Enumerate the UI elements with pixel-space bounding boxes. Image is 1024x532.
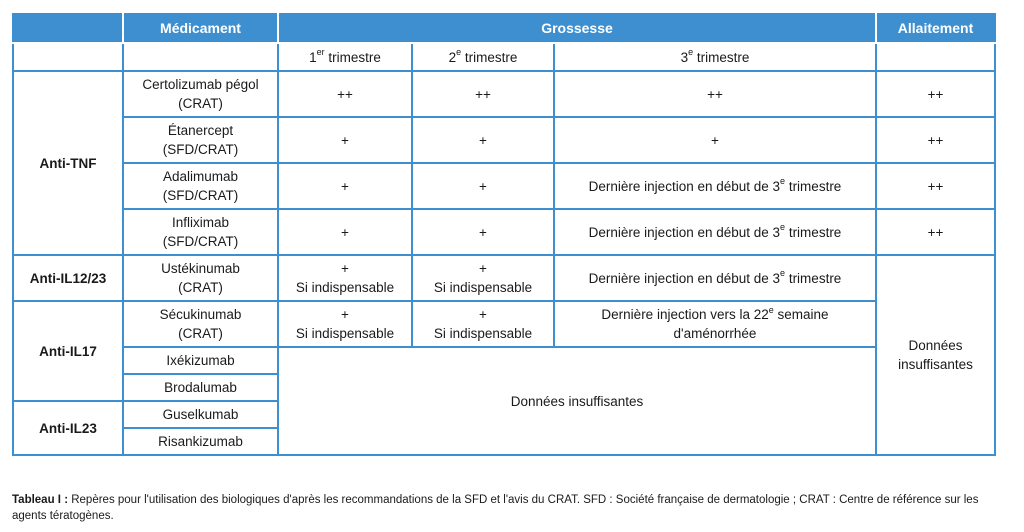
- drug-risankizumab: Risankizumab: [123, 428, 278, 455]
- drug-infliximab: Infliximab (SFD/CRAT): [123, 209, 278, 255]
- cell-t2: + Si indispensable: [412, 255, 554, 301]
- drug-brodalumab: Brodalumab: [123, 374, 278, 401]
- cell-t3: Dernière injection en début de 3e trimestre: [554, 209, 876, 255]
- cell-t1: + Si indispensable: [278, 255, 412, 301]
- header-medicament: Médicament: [123, 14, 278, 43]
- cell-t1: + Si indispensable: [278, 301, 412, 347]
- class-anti-tnf: Anti-TNF: [13, 71, 123, 255]
- cell-t1: ++: [278, 71, 412, 117]
- table-row: [13, 163, 995, 209]
- cell-allaitement: ++: [876, 163, 995, 209]
- header-empty: [13, 14, 123, 43]
- cell-t3: ++: [554, 71, 876, 117]
- cell-allaitement: ++: [876, 71, 995, 117]
- cell-t1: +: [278, 117, 412, 163]
- subheader-trimester-1: 1er trimestre: [278, 43, 412, 71]
- cell-t2: +: [412, 117, 554, 163]
- subheader-trimester-3: 3e trimestre: [554, 43, 876, 71]
- subheader-trimester-2: 2e trimestre: [412, 43, 554, 71]
- cell-t2: +: [412, 209, 554, 255]
- subheader-empty-1: [13, 43, 123, 71]
- caption-text: Repères pour l'utilisation des biologiques d'après les recommandations de la SFD et l'avis du CRAT. SFD : Société française de dermatologie ; CRAT : Centre de référence sur les agents tératogènes.: [12, 494, 979, 522]
- drug-certolizumab: Certolizumab pégol (CRAT): [123, 71, 278, 117]
- cell-allaitement-insufficient: Données insuffisantes: [876, 255, 995, 455]
- cell-allaitement: ++: [876, 117, 995, 163]
- table-caption: [12, 492, 1012, 524]
- header-grossesse: Grossesse: [278, 14, 876, 43]
- cell-t1: +: [278, 209, 412, 255]
- cell-allaitement: ++: [876, 209, 995, 255]
- cell-t2: ++: [412, 71, 554, 117]
- drug-guselkumab: Guselkumab: [123, 401, 278, 428]
- subheader-empty-3: [876, 43, 995, 71]
- table-row: [13, 209, 995, 255]
- subheader-empty-2: [123, 43, 278, 71]
- table-row: [13, 301, 995, 347]
- caption-label: Tableau I :: [12, 494, 69, 506]
- cell-t1: +: [278, 163, 412, 209]
- table-row: [13, 347, 995, 374]
- cell-t3: Dernière injection en début de 3e trimestre: [554, 255, 876, 301]
- cell-t3: +: [554, 117, 876, 163]
- cell-t2: + Si indispensable: [412, 301, 554, 347]
- cell-t3: Dernière injection en début de 3e trimestre: [554, 163, 876, 209]
- table-row: [13, 71, 995, 117]
- drug-ustekinumab: Ustékinumab (CRAT): [123, 255, 278, 301]
- drug-secukinumab: Sécukinumab (CRAT): [123, 301, 278, 347]
- cell-t3: Dernière injection vers la 22e semaine d'aménorrhée: [554, 301, 876, 347]
- class-anti-il17: Anti-IL17: [13, 301, 123, 401]
- cell-t2: +: [412, 163, 554, 209]
- drug-etanercept: Étanercept (SFD/CRAT): [123, 117, 278, 163]
- table-row: [13, 117, 995, 163]
- cell-grossesse-insufficient: Données insuffisantes: [278, 347, 876, 455]
- table-row: [13, 255, 995, 301]
- class-anti-il12-23: Anti-IL12/23: [13, 255, 123, 301]
- drug-adalimumab: Adalimumab (SFD/CRAT): [123, 163, 278, 209]
- drug-ixekizumab: Ixékizumab: [123, 347, 278, 374]
- class-anti-il23: Anti-IL23: [13, 401, 123, 455]
- biologics-table: [12, 13, 996, 456]
- header-allaitement: Allaitement: [876, 14, 995, 43]
